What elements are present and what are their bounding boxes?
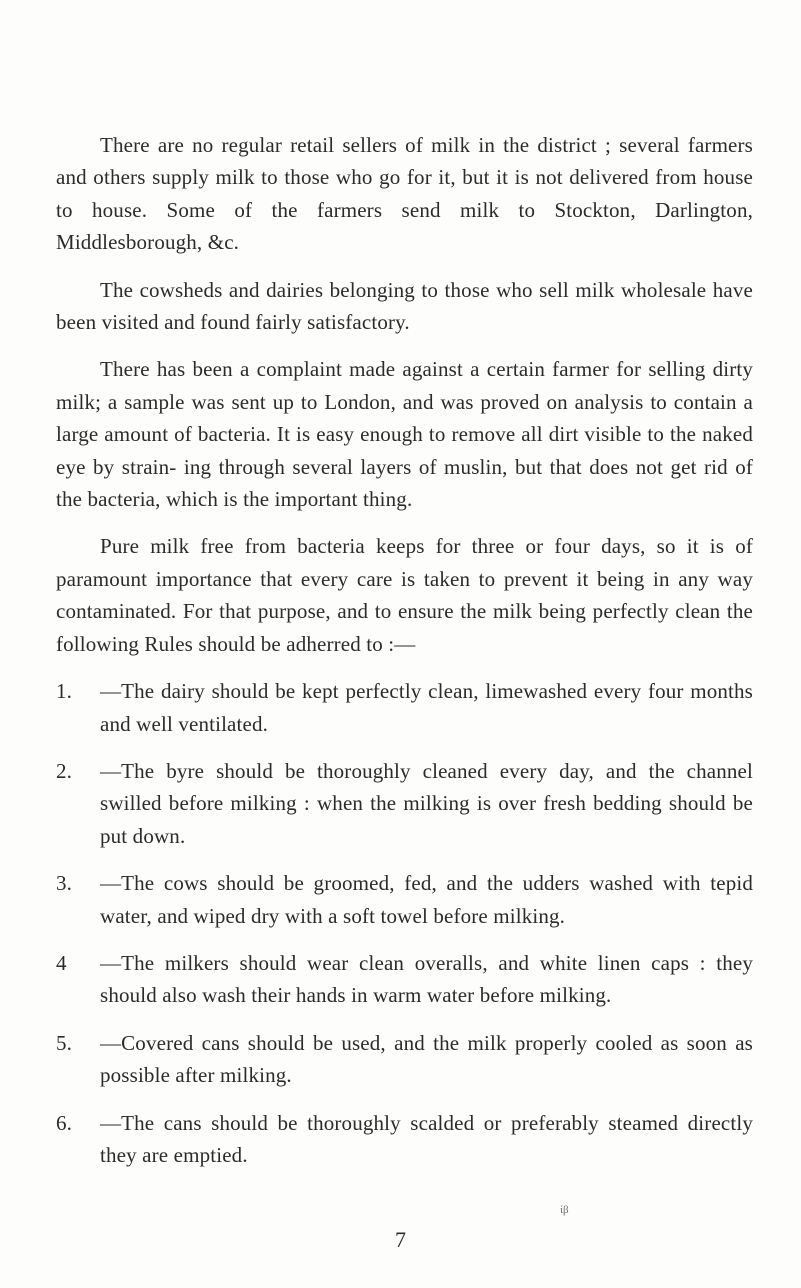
- rule-number: 1.: [56, 679, 73, 704]
- paragraph-pure-milk: Pure milk free from bacteria keeps for three or four days, so it is of paramount importance that every care is taken to prevent it being in any way contaminated. For that purpose, and to ensure the milk being perfectly clean the following Rules should be adherred to :—: [56, 534, 753, 656]
- paragraph-complaint: There has been a complaint made against a certain farmer for selling dirty milk; a sample was sent up to London, and was proved on analysis to contain a large amount of bacteria. It is easy enough to remove all dirt visible to the naked eye by strain- ing through several layers of muslin, but that does not get rid of the bacteria, which is the important thing.: [56, 357, 753, 512]
- rule-number: 4: [56, 950, 67, 975]
- rule-text: —The dairy should be kept perfectly clean, limewashed every four months and well ventilated.: [100, 679, 753, 736]
- rule-item-3: [56, 867, 753, 932]
- rule-item-1: [56, 675, 753, 740]
- rule-text: —The milkers should wear clean overalls, and white linen caps : they should also wash their hands in warm water before milking.: [100, 950, 753, 1008]
- rule-text: —Covered cans should be used, and the milk properly cooled as soon as possible after milking.: [100, 1030, 753, 1088]
- rule-number: 6.: [56, 1110, 73, 1135]
- rule-item-6: [56, 1107, 753, 1172]
- rule-item-5: [56, 1027, 753, 1092]
- rule-number: 3.: [56, 871, 73, 896]
- rule-text: —The cows should be groomed, fed, and the udders washed with tepid water, and wiped dry with a soft towel before milking.: [100, 871, 753, 928]
- rule-text: —The cans should be thoroughly scalded or preferably steamed directly they are emptied.: [100, 1110, 753, 1167]
- stray-print-mark: ίβ: [560, 1204, 569, 1216]
- paragraph-cowsheds: The cowsheds and dairies belonging to those who sell milk wholesale have been visited and found fairly satisfactory.: [56, 277, 753, 335]
- body-text: [56, 129, 753, 1186]
- rule-item-2: [56, 755, 753, 852]
- rule-item-4: [56, 947, 753, 1012]
- paragraph-retail-sellers: There are no regular retail sellers of milk in the district ; several farmers and others supply milk to those who go for it, but it is not delivered from house to house. Some of the farmers send milk to Stockton, Darlington, Middlesborough, &c.: [56, 133, 753, 255]
- rule-text: —The byre should be thoroughly cleaned every day, and the channel swilled before milking : when the milking is over fresh bedding should be put down.: [100, 758, 753, 848]
- rule-number: 2.: [56, 758, 73, 783]
- rule-number: 5.: [56, 1030, 73, 1055]
- page-number: 7: [395, 1227, 406, 1252]
